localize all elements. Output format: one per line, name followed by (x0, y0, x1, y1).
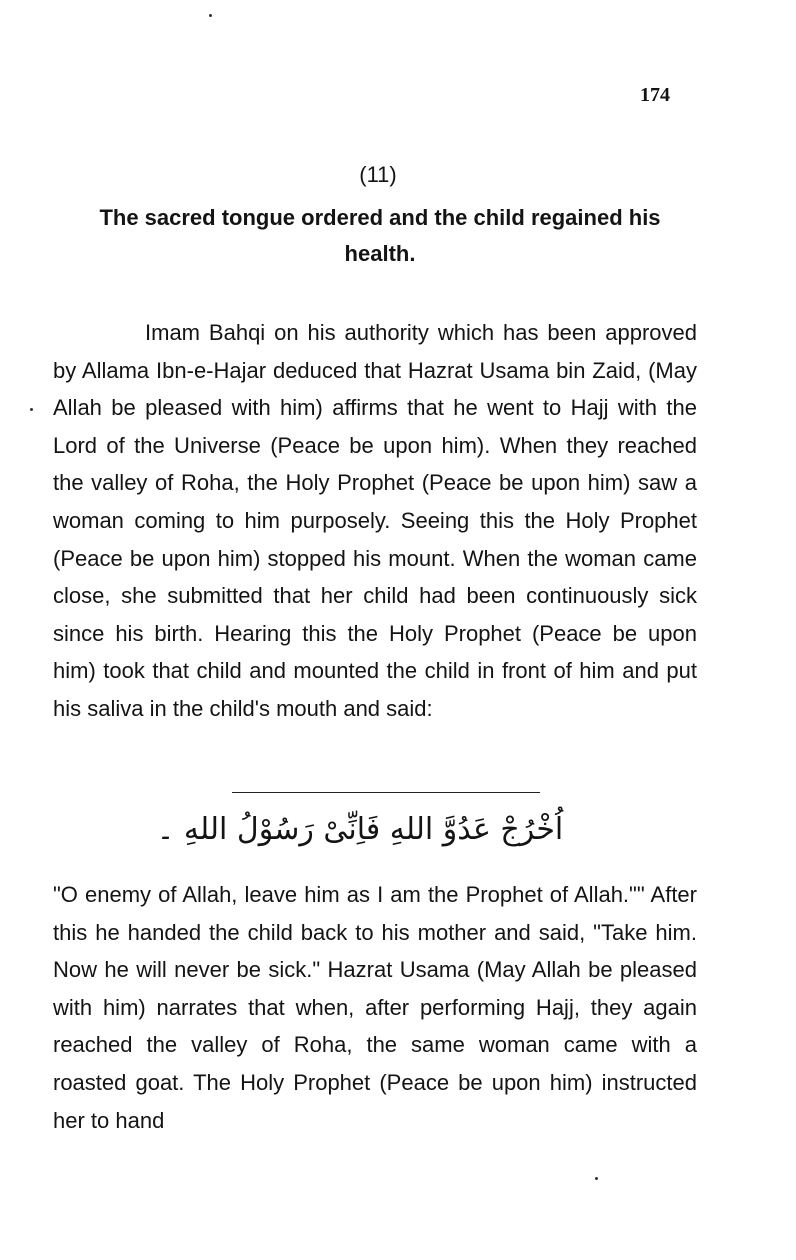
body-paragraph-2: "O enemy of Allah, leave him as I am the Prophet of Allah."" After this he handed the child back to his mother and said, "Take him. Now he will never be sick." Hazrat Usama (May Allah be pleased with him) narrates that when, after performing Hajj, they again reached the valley of Roha, the same woman came with a roasted goat. The Holy Prophet (Peace be upon him) instructed her to hand (53, 882, 697, 1133)
scan-speck (595, 1177, 598, 1180)
scan-speck (209, 14, 212, 17)
scan-speck (30, 408, 33, 411)
chapter-number: (11) (359, 162, 397, 187)
arabic-verse-rule (232, 792, 540, 793)
arabic-verse: اُخْرُجْ عَدُوَّ اللهِ فَاِنِّیْ رَسُوْلُ اللهِ ۔ (156, 812, 564, 847)
chapter-title: The sacred tongue ordered and the child regained his health. (99, 205, 661, 266)
body-paragraph-1: Imam Bahqi on his authority which has been approved by Allama Ibn-e-Hajar deduced that Hazrat Usama bin Zaid, (May Allah be pleased with him) affirms that he went to Hajj with the Lord of the Universe (Peace be upon him). When they reached the valley of Roha, the Holy Prophet (Peace be upon him) saw a woman coming to him purposely. Seeing this the Holy Prophet (Peace be upon him) stopped his mount. When the woman came close, she submitted that her child had been continuously sick since his birth. Hearing this the Holy Prophet (Peace be upon him) took that child and mounted the child in front of him and put his saliva in the child's mouth and said: (53, 320, 697, 721)
page-number: 174 (640, 84, 670, 106)
